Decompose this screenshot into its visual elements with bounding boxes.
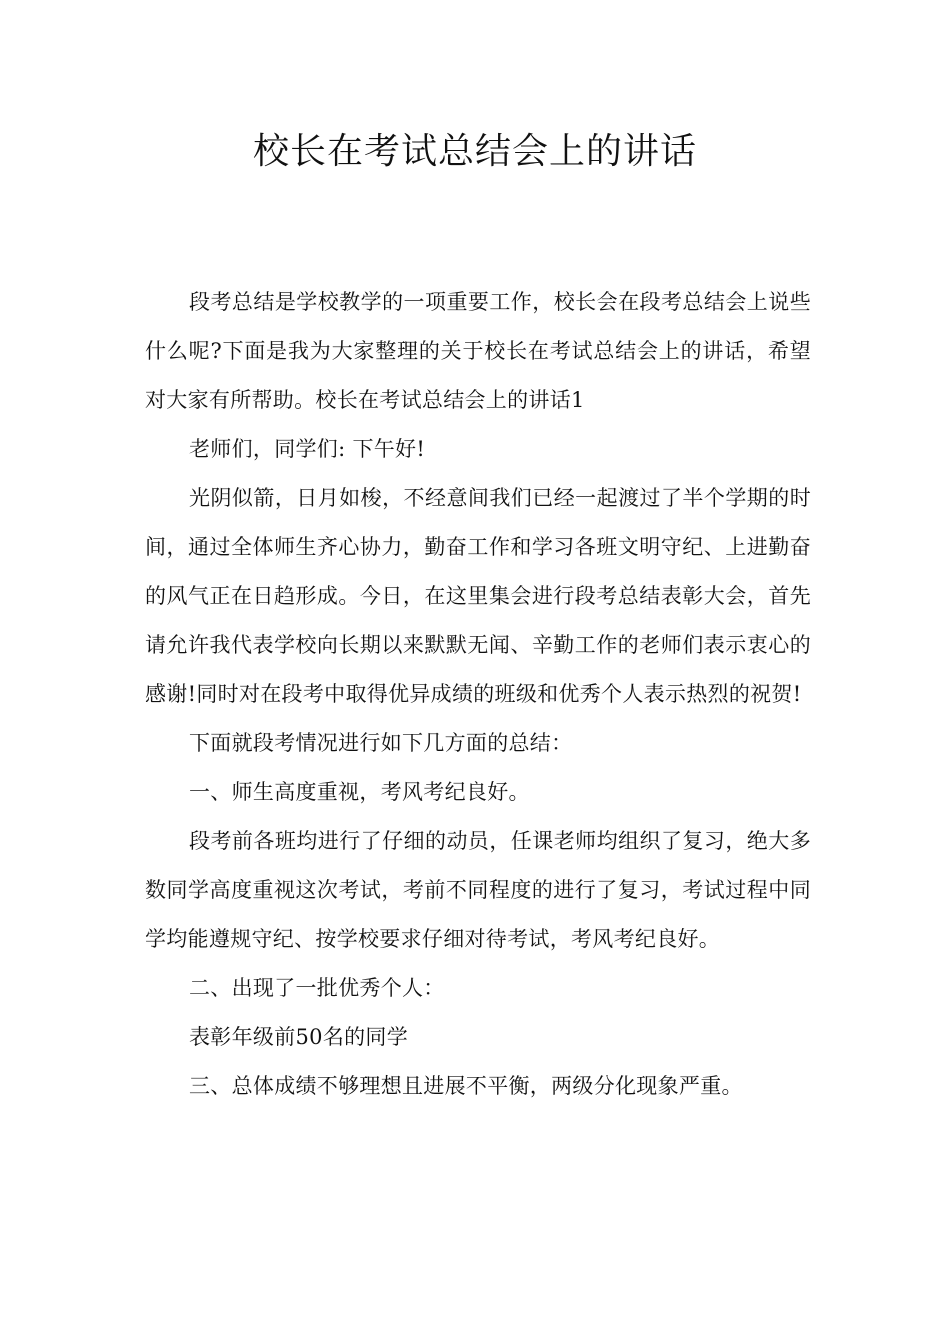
paragraph-intro: 段考总结是学校教学的一项重要工作，校长会在段考总结会上说些什么呢?下面是我为大家整理的关于校长在考试总结会上的讲话，希望对大家有所帮助。校长在考试总结会上的讲话1 [145, 290, 811, 412]
paragraph-summary-lead: 下面就段考情况进行如下几方面的总结： [189, 731, 573, 755]
paragraph-greeting: 老师们，同学们: 下午好! [189, 437, 426, 461]
paragraph-opening: 光阴似箭，日月如梭，不经意间我们已经一起渡过了半个学期的时间，通过全体师生齐心协力，勤奋工作和学习各班文明守纪、上进勤奋的风气正在日趋形成。今日，在这里集会进行段考总结表彰大会，首先请允许我代表学校向长期以来默默无闻、辛勤工作的老师们表示衷心的感谢!同时对在段考中取得优异成绩的班级和优秀个人表示热烈的祝贺! [145, 486, 811, 706]
section-heading-3: 三、总体成绩不够理想且进展不平衡，两级分化现象严重。 [189, 1074, 743, 1098]
document-title: 校长在考试总结会上的讲话 [252, 131, 697, 172]
section-heading-2: 二、出现了一批优秀个人： [189, 976, 445, 1000]
paragraph-section-2: 表彰年级前50名的同学 [189, 1025, 409, 1049]
section-heading-1: 一、师生高度重视，考风考纪良好。 [189, 780, 530, 804]
paragraph-section-1: 段考前各班均进行了仔细的动员，任课老师均组织了复习，绝大多数同学高度重视这次考试，考前不同程度的进行了复习，考试过程中同学均能遵规守纪、按学校要求仔细对待考试，考风考纪良好。 [145, 829, 811, 951]
document-body [145, 278, 811, 1111]
